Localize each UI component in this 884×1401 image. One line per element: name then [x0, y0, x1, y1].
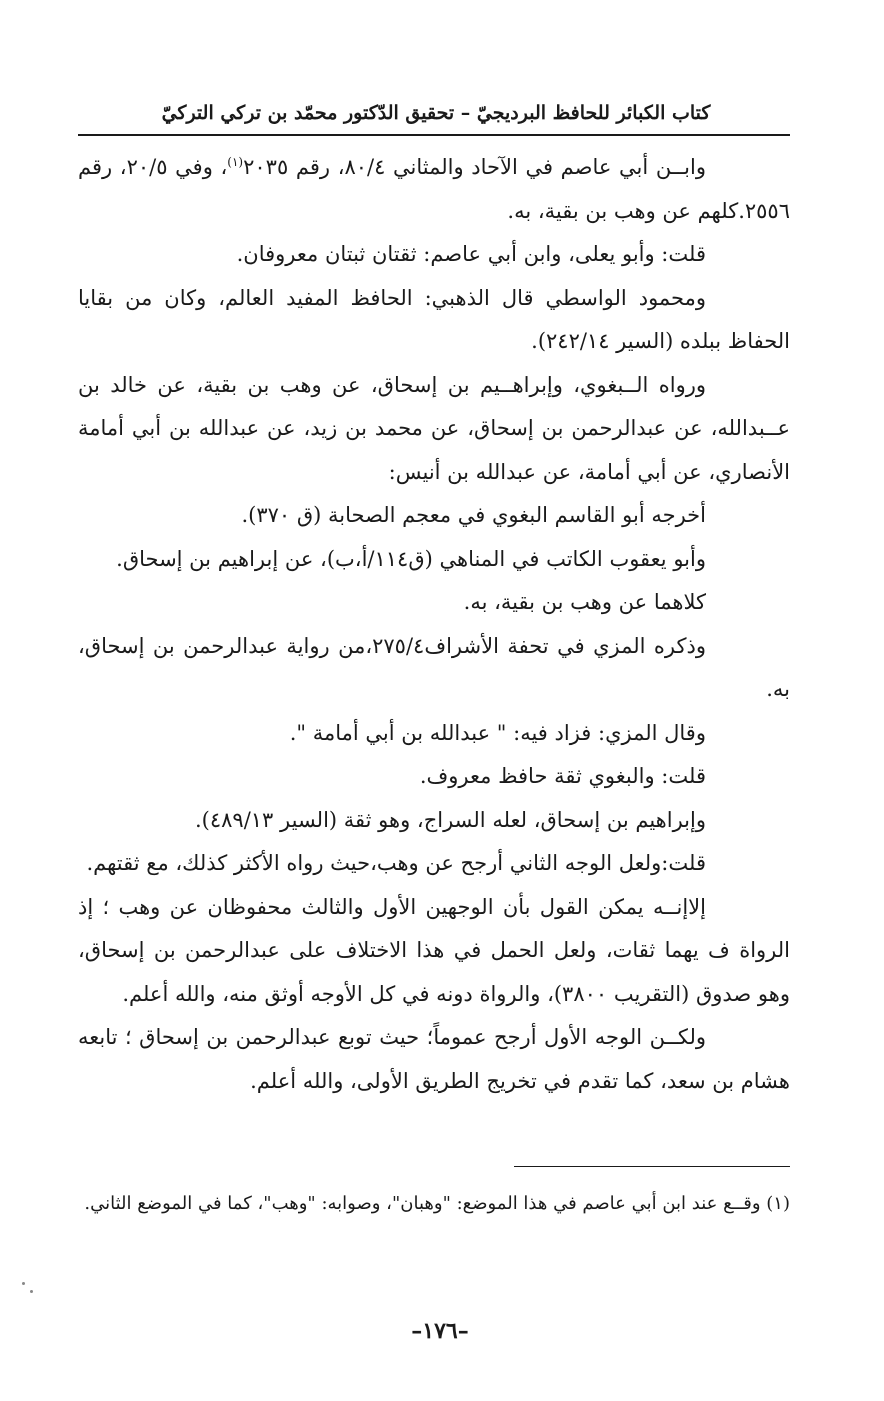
- paragraph-2: قلت: وأبو يعلى، وابن أبي عاصم: ثقتان ثبتان معروفان.: [236, 242, 706, 266]
- paragraph-1: [78, 146, 790, 233]
- footnote: (١) وقــع عند ابن أبي عاصم في هذا الموضع: "وهبان"، وصوابه: "وهب"، كما في الموضع الثاني.: [84, 1193, 790, 1214]
- paragraph-5: أخرجه أبو القاسم البغوي في معجم الصحابة (ق ٣٧٠).: [241, 503, 706, 527]
- footnote-reference[interactable]: (١): [227, 155, 244, 169]
- paragraph-11: وإبراهيم بن إسحاق، لعله السراج، وهو ثقة (السير ٤٨٩/١٣).: [194, 807, 706, 832]
- paragraph-14: ولكــن الوجه الأول أرجح عموماً؛ حيث توبع عبدالرحمن بن إسحاق ؛ تابعه هشام بن سعد، كما تقدم في تخريج الطريق الأولى، والله أعلم.: [78, 1025, 790, 1093]
- header-divider: [78, 134, 790, 136]
- paragraph-7: كلاهما عن وهب بن بقية، به.: [463, 590, 706, 614]
- paragraph-1-end: ، وفي ٢٠/٥، رقم ٢٥٥٦.كلهم عن وهب بن بقية، به.: [78, 155, 790, 223]
- paragraph-1-start: وابــن أبي عاصم في الآحاد والمثاني ٨٠/٤، رقم ٢٠٣٥: [243, 155, 707, 179]
- paragraph-9: وقال المزي: فزاد فيه: " عبدالله بن أبي أمامة ".: [289, 720, 706, 745]
- footnote-divider: [514, 1166, 790, 1167]
- paragraph-3: ومحمود الواسطي قال الذهبي: الحافظ المفيد العالم، وكان من بقايا الحفاظ ببلده (السير ٢٤٢/١٤).: [78, 285, 790, 353]
- paragraph-13: إلاإنــه يمكن القول بأن الوجهين الأول والثالث محفوظان عن وهب ؛ إذ الرواة ف يهما ثقات، ولعل الحمل في هذا الاختلاف على عبدالرحمن بن إسحاق، وهو صدوق (التقريب ٣٨٠٠)، والرواة دونه في كل الأوجه أوثق منه، والله أعلم.: [78, 894, 790, 1006]
- scan-speck: [22, 1282, 25, 1285]
- paragraph-8: وذكره المزي في تحفة الأشراف٢٧٥/٤،من رواية عبدالرحمن بن إسحاق، به.: [78, 633, 790, 701]
- paragraph-10: قلت: والبغوي ثقة حافظ معروف.: [419, 764, 706, 788]
- scan-speck: [30, 1290, 33, 1293]
- page-number: –١٧٦–: [411, 1318, 469, 1344]
- paragraph-12: قلت:ولعل الوجه الثاني أرجح عن وهب،حيث رواه الأكثر كذلك، مع ثقتهم.: [86, 851, 706, 875]
- paragraph-4: ورواه الــبغوي، وإبراهــيم بن إسحاق، عن وهب بن بقية، عن خالد بن عــبدالله، عن عبدالرحمن بن إسحاق، عن محمد بن زيد، عن عبدالله بن أبي أمامة الأنصاري، عن أبي أمامة، عن عبدالله بن أنيس:: [78, 372, 790, 484]
- main-text: [78, 146, 790, 1103]
- paragraph-6: وأبو يعقوب الكاتب في المناهي (ق١١٤/أ،ب)، عن إبراهيم بن إسحاق.: [116, 546, 706, 571]
- running-header: كتاب الكبائر للحافظ البرديجيّ – تحقيق الدّكتور محمّد بن تركي التركيّ: [161, 102, 711, 124]
